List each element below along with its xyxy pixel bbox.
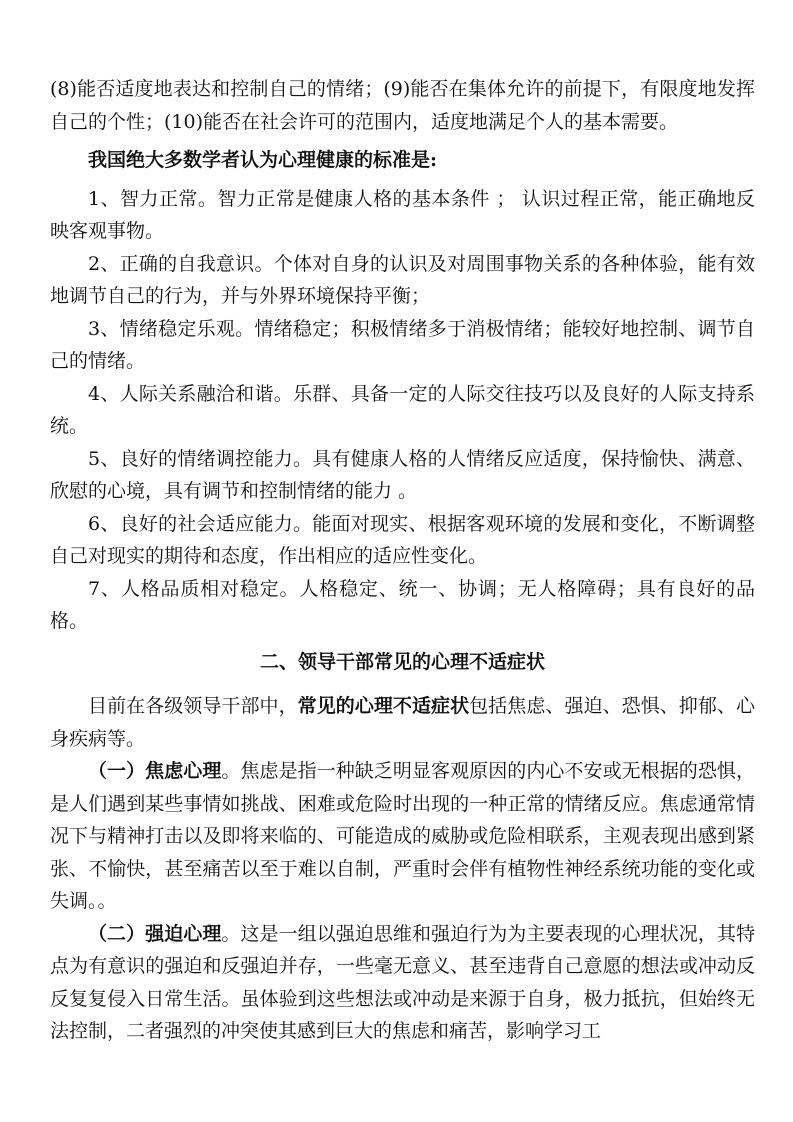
section-intro-paragraph bbox=[50, 690, 755, 755]
section-intro-emphasis: 常见的心理不适症状 bbox=[297, 695, 470, 717]
standard-item-5: 5、良好的情绪调控能力。具有健康人格的人情绪反应适度，保持愉快、满意、欣慰的心境，具有调节和控制情绪的能力 。 bbox=[50, 447, 755, 502]
section-intro-text-after: 包括焦虑、强迫、恐惧、抑郁、心身疾病等。 bbox=[50, 695, 755, 750]
compulsion-paragraph bbox=[50, 918, 755, 1048]
compulsion-body: 。这是一组以强迫思维和强迫行为为主要表现的心理状况，其特点为有意识的强迫和反强迫并存，一些毫无意义、甚至违背自己意愿的想法或冲动反反复复侵入日常生活。虽体验到这些想法或冲动是来源于自身，极力抵抗，但始终无法控制，二者强烈的冲突使其感到巨大的焦虑和痛苦，影响学习工 bbox=[50, 922, 755, 1042]
section-intro-text-before: 目前在各级领导干部中， bbox=[88, 695, 298, 717]
standard-item-2: 2、正确的自我意识。个体对自身的认识及对周围事物关系的各种体验，能有效地调节自己的行为，并与外界环境保持平衡； bbox=[50, 252, 755, 307]
section-title: 二、领导干部常见的心理不适症状 bbox=[259, 650, 545, 673]
standards-heading: 我国绝大多数学者认为心理健康的标准是: bbox=[88, 149, 438, 171]
anxiety-paragraph bbox=[50, 755, 755, 918]
anxiety-heading: （一）焦虑心理 bbox=[88, 760, 222, 782]
standard-item-1: 1、智力正常。智力正常是健康人格的基本条件 ； 认识过程正常，能正确地反映客观事物。 bbox=[50, 187, 755, 242]
anxiety-body: 。焦虑是指一种缺乏明显客观原因的内心不安或无根据的恐惧，是人们遇到某些事情如挑战、困难或危险时出现的一种正常的情绪反应。焦虑通常情况下与精神打击以及即将来临的、可能造成的威胁或危险相联系，主观表现出感到紧张、不愉快，甚至痛苦以至于难以自制，严重时会伴有植物性神经系统功能的变化或失调。。 bbox=[50, 760, 755, 912]
compulsion-heading: （二）强迫心理 bbox=[88, 922, 222, 945]
standard-item-6: 6、良好的社会适应能力。能面对现实、根据客观环境的发展和变化，不断调整自己对现实的期待和态度，作出相应的适应性变化。 bbox=[50, 512, 755, 567]
standard-item-7: 7、人格品质相对稳定。人格稳定、统一、协调；无人格障碍；具有良好的品格。 bbox=[50, 577, 755, 632]
standard-item-3: 3、情绪稳定乐观。情绪稳定；积极情绪多于消极情绪；能较好地控制、调节自己的情绪。 bbox=[50, 317, 755, 372]
document-body bbox=[50, 73, 755, 1048]
standard-item-4: 4、人际关系融洽和谐。乐群、具备一定的人际交往技巧以及良好的人际支持系统。 bbox=[50, 382, 755, 437]
intro-paragraph: (8)能否适度地表达和控制自己的情绪；(9)能否在集体允许的前提下，有限度地发挥自己的个性；(10)能否在社会许可的范围内，适度地满足个人的基本需要。 bbox=[50, 78, 755, 133]
